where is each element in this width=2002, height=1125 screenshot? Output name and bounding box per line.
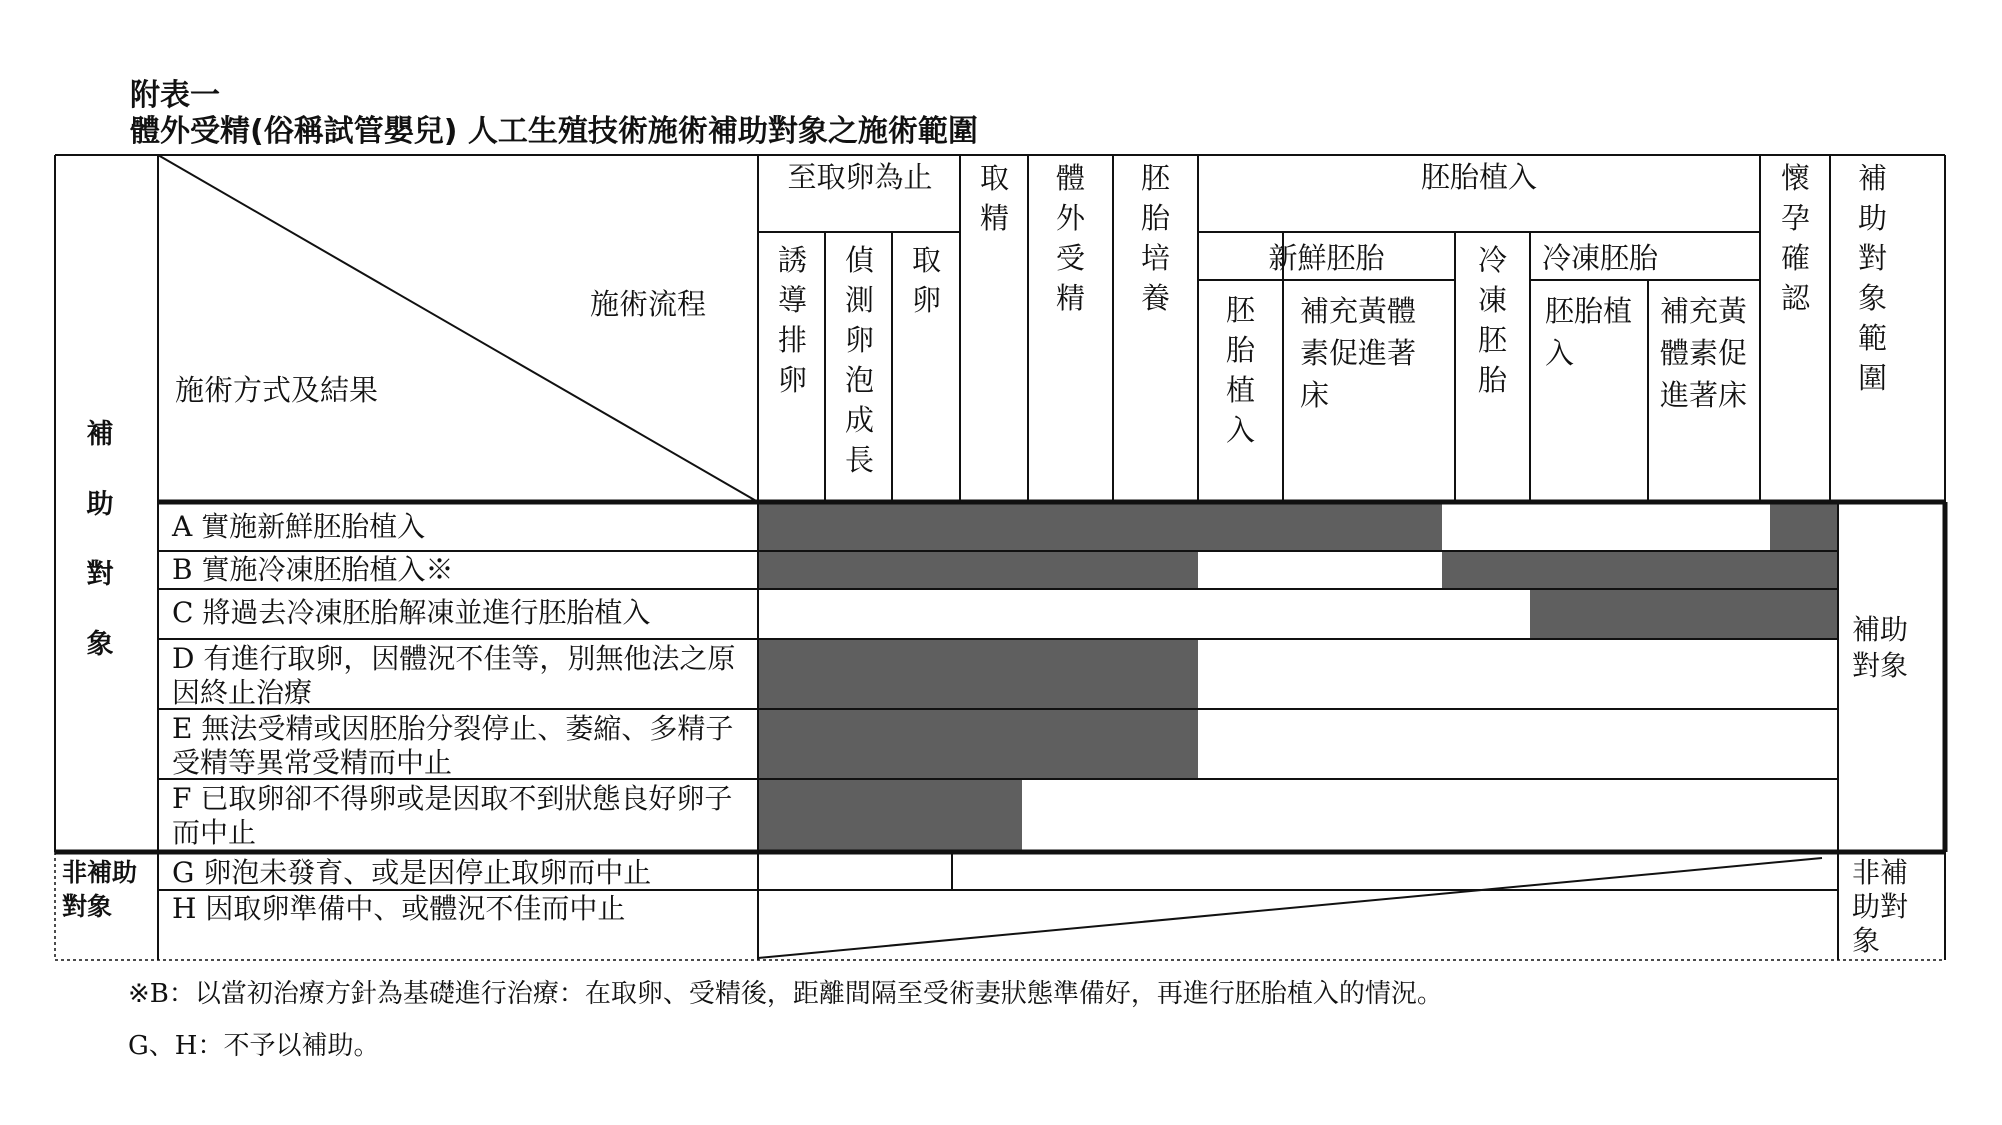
- group-transfer: 胚胎植入: [1420, 160, 1537, 194]
- fill-row-b-main: [758, 552, 1198, 588]
- scope-non-subsidy-right: 非補助對象: [1852, 856, 1909, 957]
- sub-fresh: 新鮮胚胎: [1268, 241, 1385, 275]
- col-fresh-support: 補充黃體素促進著床: [1300, 294, 1417, 412]
- group-ovulation: 至取卵為止: [787, 160, 933, 194]
- left-label-subsidy: 補助對象: [86, 419, 114, 660]
- diag-label-method: 施術方式及結果: [175, 373, 379, 407]
- fill-row-b-frozen: [1442, 552, 1838, 588]
- coverage-fills: [758, 504, 1838, 850]
- col-retrieve: 取卵: [912, 243, 942, 317]
- row-label-a: A 實施新鮮胚胎植入: [172, 510, 426, 543]
- fill-row-c: [1530, 590, 1838, 638]
- col-frozen-transfer: 胚胎植入: [1545, 294, 1633, 370]
- col-scope: 補助對象範圍: [1858, 161, 1888, 395]
- diag-label-process: 施術流程: [590, 287, 707, 321]
- col-monitor: 偵測卵泡成長: [845, 243, 875, 477]
- sub-frozen: 冷凍胚胎: [1542, 241, 1659, 275]
- row-label-c: C 將過去冷凍胚胎解凍並進行胚胎植入: [172, 596, 651, 629]
- note-b: ※B：以當初治療方針為基礎進行治療：在取卵、受精後，距離間隔至受術妻狀態準備好，再進行胚胎植入的情況。: [128, 979, 1443, 1009]
- fill-row-a-pregnancy: [1770, 504, 1838, 550]
- col-frozen-support: 補充黃體素促進著床: [1660, 294, 1748, 412]
- col-ivf: 體外受精: [1056, 161, 1086, 315]
- row-label-b: B 實施冷凍胚胎植入※: [172, 553, 454, 586]
- scope-subsidy: 補助對象: [1852, 613, 1909, 682]
- row-label-h: H 因取卵準備中、或體況不佳而中止: [172, 892, 626, 925]
- row-label-f: F 已取卵卻不得卵或是因取不到狀態良好卵子而中止: [172, 782, 733, 849]
- fill-row-a-main: [758, 504, 1442, 550]
- col-fresh-transfer: 胚胎植入: [1226, 293, 1256, 447]
- note-gh: G、H：不予以補助。: [128, 1031, 380, 1061]
- col-sperm: 取精: [980, 161, 1010, 235]
- scope-non-subsidy-left: 非補助對象: [62, 858, 138, 921]
- document-title: 體外受精(俗稱試管嬰兒) 人工生殖技術施術補助對象之施術範圍: [130, 114, 978, 149]
- col-pregnancy: 懷孕確認: [1781, 161, 1811, 315]
- fill-row-f: [758, 780, 1022, 850]
- col-culture: 胚胎培養: [1141, 161, 1171, 315]
- fill-row-e: [758, 710, 1198, 778]
- row-label-e: E 無法受精或因胚胎分裂停止、萎縮、多精子受精等異常受精而中止: [172, 712, 734, 779]
- row-label-g: G 卵泡未發育、或是因停止取卵而中止: [172, 856, 652, 889]
- row-label-d: D 有進行取卵，因體況不佳等，別無他法之原因終止治療: [172, 642, 736, 709]
- fill-row-d: [758, 640, 1198, 708]
- col-freeze: 冷凍胚胎: [1478, 243, 1508, 397]
- col-induce: 誘導排卵: [778, 243, 808, 397]
- appendix-label: 附表一: [130, 78, 220, 113]
